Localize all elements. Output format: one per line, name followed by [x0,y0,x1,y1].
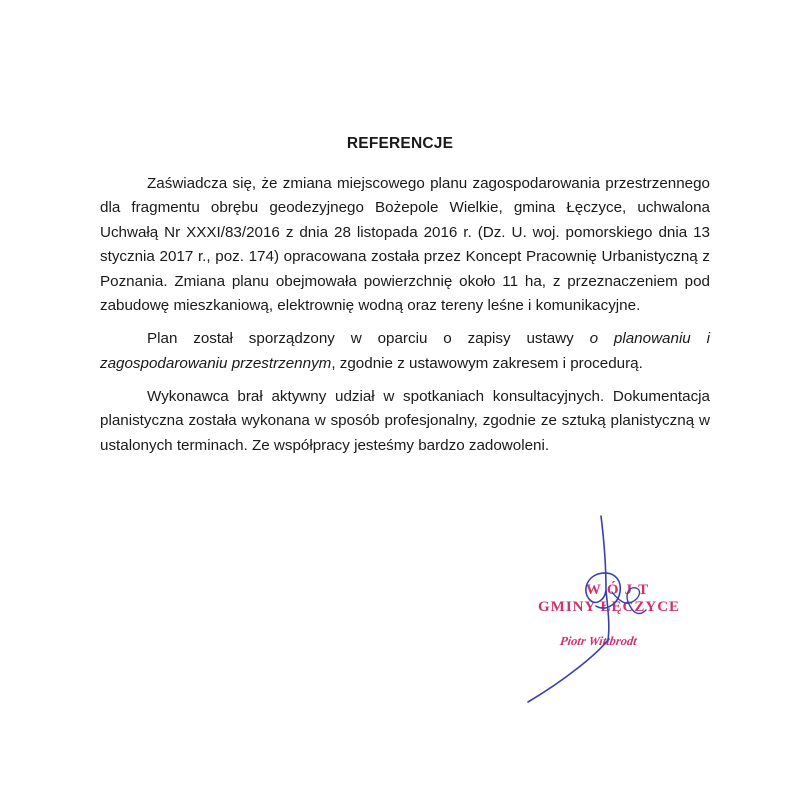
document-title: REFERENCJE [346,135,454,152]
paragraph-2-before: Plan został sporządzony w oparciu o zapisy ustawy [147,330,590,348]
document-body [100,172,710,467]
stamp-office: GMINY ŁĘCZYCE [538,599,681,615]
stamp-signatory-name: Piotr Wittbrodt [559,634,638,648]
paragraph-2-after: , zgodnie z ustawowym zakresem i procedurą. [331,354,643,372]
paragraph-3: Wykonawca brał aktywny udział w spotkaniach konsultacyjnych. Dokumentacja planistyczna została wykonana w sposób profesjonalny, zgodnie ze sztuką planistyczną w ustalonych terminach. Ze współpracy jesteśmy bardzo zadowoleni. [100,387,710,454]
paragraph-1: Zaświadcza się, że zmiana miejscowego planu zagospodarowania przestrzennego dla fragmentu obrębu geodezyjnego Bożepole Wielkie, gmina Łęczyce, uchwalona Uchwałą Nr XXXI/83/2016 z dnia 28 listopada 2016 r. (Dz. U. woj. pomorskiego dnia 13 stycznia 2017 r., poz. 174) opracowana została przez Koncept Pracownię Urbanistyczną z Poznania. Zmiana planu obejmowała powierzchnię około 11 ha, z przeznaczeniem pod zabudowę mieszkaniową, elektrownię wodną oraz tereny leśne i komunikacyjne. [100,175,710,315]
official-stamp [520,582,720,662]
paragraph-2-italic: o planowaniu i zagospodarowaniu przestrzennym [100,330,710,372]
paragraph-2 [100,327,710,376]
stamp-title: WÓJT [585,582,655,598]
